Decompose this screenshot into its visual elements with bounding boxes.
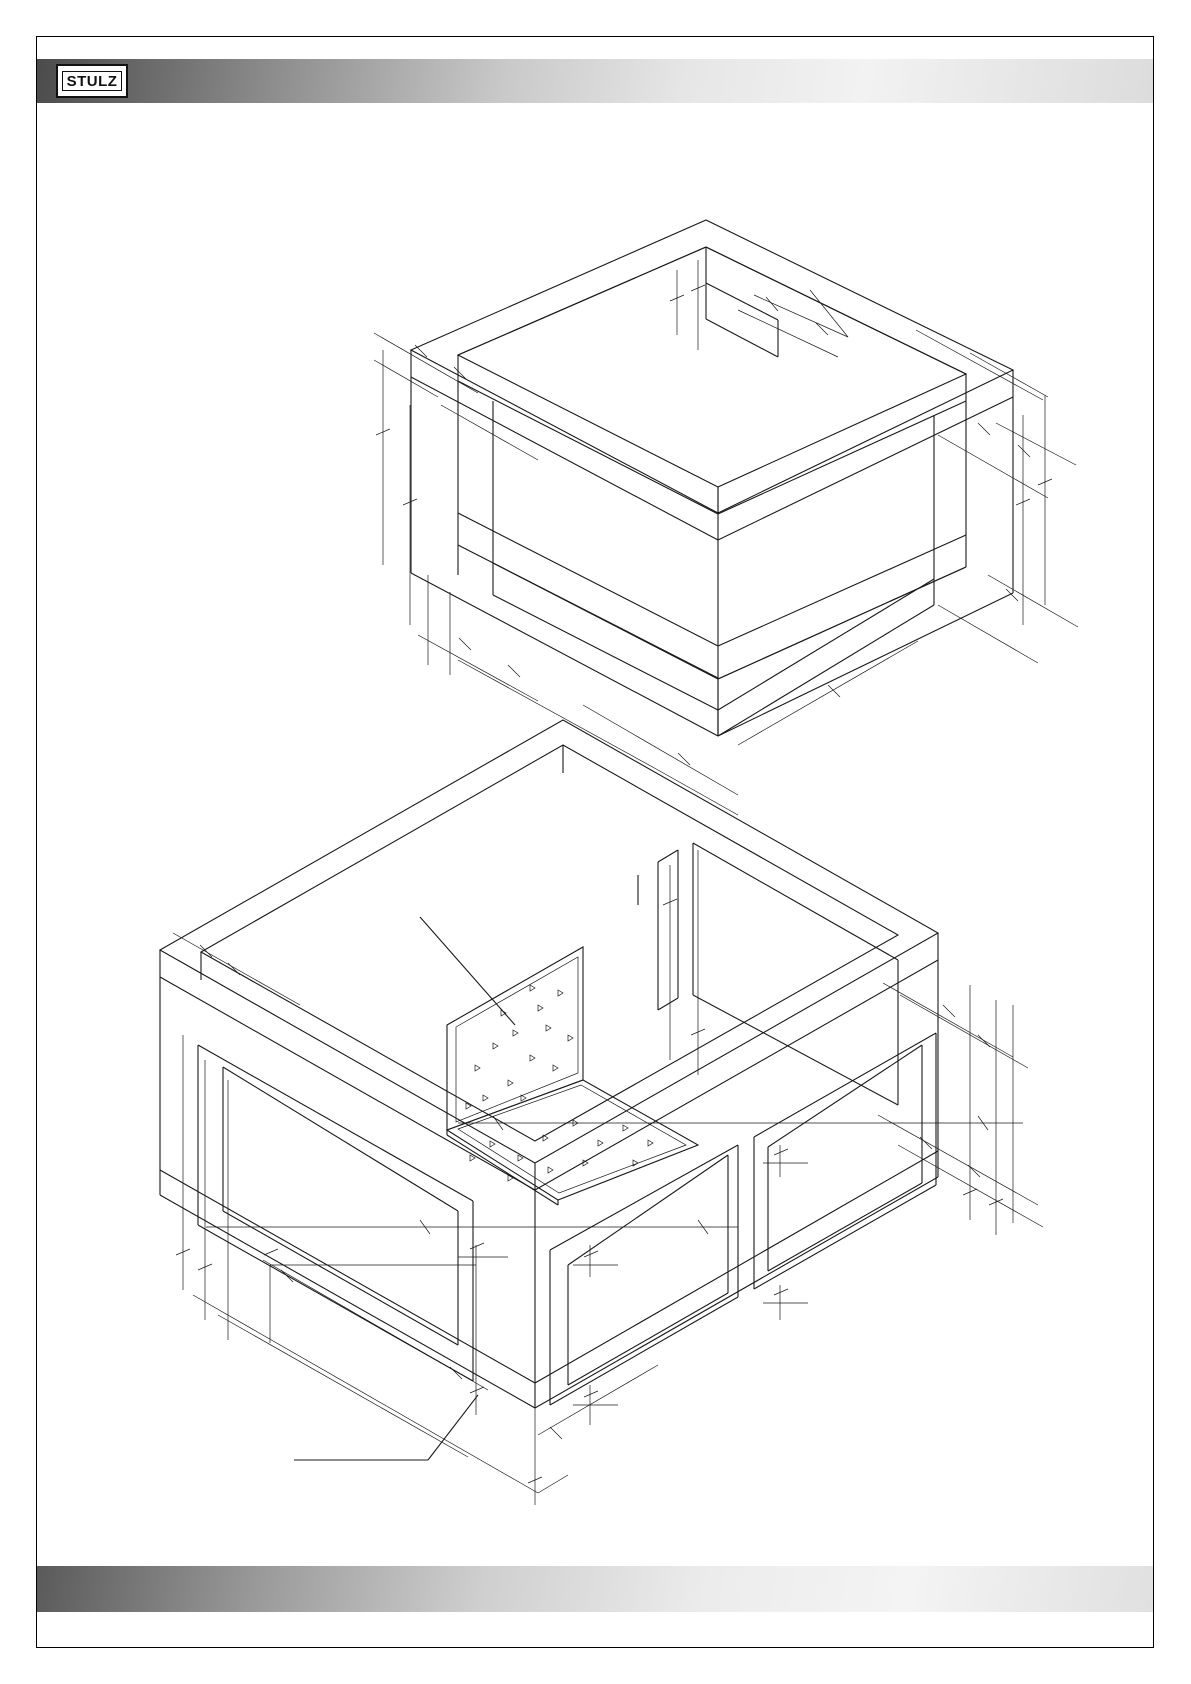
figure-top	[374, 220, 1078, 815]
figure-bottom	[160, 720, 1043, 1505]
stulz-logo-frame	[62, 71, 122, 91]
hatched-panel-flat	[447, 1080, 698, 1200]
drawing-svg	[38, 105, 1152, 1565]
header-gradient-band	[37, 59, 1153, 103]
leader-line-base-diagonal	[428, 1395, 478, 1460]
technical-drawing-area	[38, 105, 1152, 1565]
stulz-logo	[56, 64, 128, 98]
leader-line-panel	[420, 917, 515, 1025]
stulz-logo-text: STULZ	[66, 72, 118, 90]
footer-gradient-band	[37, 1566, 1153, 1612]
